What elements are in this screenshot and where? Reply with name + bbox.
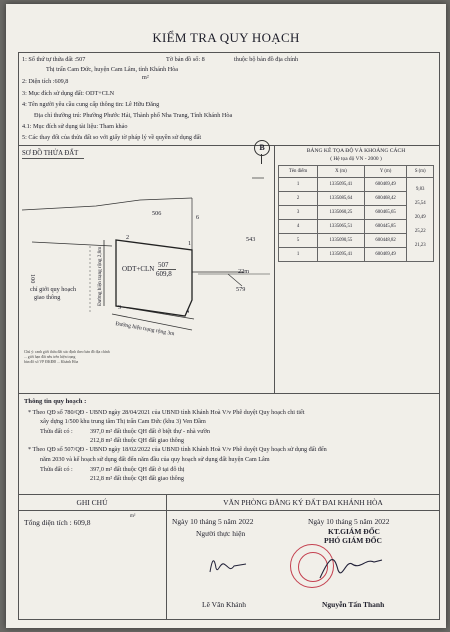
cell: 1335090,55	[318, 234, 365, 248]
cell: 1335060,25	[318, 206, 365, 220]
cell: 1335085,64	[318, 192, 365, 206]
col-header: Y (m)	[364, 166, 407, 178]
point-label: 3	[118, 304, 122, 311]
parcel-100: 100	[29, 274, 36, 284]
point-label: 2	[126, 234, 130, 241]
parcel-number: 1: Số thứ tự thửa đất :507	[22, 56, 86, 63]
distance: 25,22	[414, 229, 426, 234]
signature-left-icon	[206, 552, 250, 578]
area-unit: m²	[142, 74, 149, 81]
cell: 1	[279, 248, 318, 262]
cell: 3	[279, 206, 318, 220]
map-legend	[24, 350, 110, 365]
separator	[18, 145, 440, 146]
legend-line: Chú ý: ranh giới thửa đất xác định theo bản đồ địa chính	[24, 350, 110, 354]
legend-line: bản đồ số VP ĐKĐĐ ... Khánh Hòa	[24, 360, 79, 364]
neighbor-579: 579	[236, 286, 246, 293]
location: Thị trấn Cam Đức, huyện Cam Lâm, tỉnh Khánh Hòa	[46, 66, 179, 73]
date-right: Ngày 10 tháng 5 năm 2022	[308, 517, 390, 526]
road-bottom-label: Đường hiện trạng rộng 3m	[114, 321, 175, 338]
document-page	[6, 4, 446, 628]
planning-line: 397,0 m² đất thuộc QH đất ở tại đô thị	[90, 466, 185, 473]
separator	[18, 393, 440, 394]
north-arrow-icon: B	[254, 140, 270, 156]
planning-line: xây dựng 1/500 khu trung tâm Thị trấn Cam Đức (khu 3) Ven Đầm	[40, 418, 206, 425]
cell: 2	[279, 192, 318, 206]
width-label: 22m	[238, 268, 250, 275]
planning-line: 397,0 m² đất thuộc QH đất ở biệt thự - nhà vườn	[90, 428, 210, 435]
distance-cell	[407, 178, 434, 262]
cell: 1	[279, 178, 318, 192]
separator	[166, 494, 167, 620]
planning-header: Thông tin quy hoạch :	[24, 398, 87, 405]
parcel-boundary	[116, 240, 192, 316]
coords-subheader: ( Hệ tọa độ VN - 2000 )	[330, 156, 382, 162]
name-left: Lê Văn Khánh	[202, 600, 247, 609]
neighbor-boundary	[32, 242, 112, 246]
cell: 600465,65	[364, 206, 407, 220]
neighbor-506: 506	[152, 210, 162, 217]
planning-note: giao thông	[34, 294, 61, 301]
planning-line: 212,8 m² đất thuộc QH đất giao thông	[90, 475, 184, 482]
separator	[274, 145, 275, 393]
planning-line: * Theo QĐ số 780/QĐ - UBND ngày 28/04/2021 của UBND tỉnh Khánh Hoà V/v Phê duyệt Quy hoạch chi tiết	[28, 409, 305, 416]
road-vertical-label: Đường hiện trạng rộng 2,8m	[97, 246, 103, 306]
land-use: 3: Mục đích sử dụng đất: ODT+CLN	[22, 90, 115, 97]
cell: 5	[279, 234, 318, 248]
distance: 25,54	[414, 201, 426, 206]
cell: 1335095,41	[318, 248, 365, 262]
planning-line: Thửa đất có :	[40, 428, 73, 435]
map-sheet: Tờ bản đồ số: 8	[166, 56, 205, 63]
coords-head-row	[279, 166, 434, 178]
leader-line	[228, 274, 242, 286]
neighbor-boundary	[22, 198, 192, 210]
legend-line: ... giới hạn đất nêu trên hiện trạng	[24, 355, 76, 359]
map-set: thuộc bộ bản đồ địa chính	[234, 56, 299, 63]
signer-kt: KT.GIÁM ĐỐC	[328, 527, 380, 536]
point-label: 6	[196, 214, 200, 221]
cell: 600448,82	[364, 234, 407, 248]
neighbor-543: 543	[246, 236, 256, 243]
requester-address: Địa chỉ thường trú: Phường Phước Hải, Thành phố Nha Trang, Tỉnh Khánh Hòa	[34, 112, 233, 119]
planning-line: * Theo QĐ số 507/QĐ - UBND ngày 18/02/2022 của UBND tỉnh Khánh Hoà V/v Phê duyệt Quy hoạch sử dụng đất đến	[28, 446, 327, 453]
point-label: 4	[186, 308, 190, 315]
neighbor-boundary	[192, 198, 244, 272]
point-label: 1	[188, 240, 192, 247]
distance: 21,23	[414, 243, 426, 248]
requester: 4: Tên người yêu cầu cung cấp thông tin: Lê Hữu Đăng	[22, 101, 160, 108]
planning-line: Thửa đất có :	[40, 466, 73, 473]
signature-right-icon	[316, 550, 386, 586]
signer-title: PHÓ GIÁM ĐỐC	[324, 536, 382, 545]
cell: 1335065,51	[318, 220, 365, 234]
separator	[18, 494, 440, 495]
parcel-number-label: 507	[158, 261, 169, 269]
parcel-area-label: 609,8	[156, 270, 172, 278]
col-header: S (m)	[407, 166, 434, 178]
distance: 9,83	[416, 187, 425, 192]
document-title: KIỂM TRA QUY HOẠCH	[152, 30, 300, 45]
coords-header: BẢNG KÊ TỌA ĐỘ VÀ KHOẢNG CÁCH	[306, 148, 406, 154]
changes-line: 5: Các thay đổi của thửa đất so với giấy tờ pháp lý về quyền sử dụng đất	[22, 134, 202, 141]
doc-purpose: 4.1: Mục đích sử dụng tài liệu: Tham khảo	[22, 123, 128, 130]
cell: 600469,49	[364, 248, 407, 262]
cell: 1335095,41	[318, 178, 365, 192]
date-left: Ngày 10 tháng 5 năm 2022	[172, 517, 254, 526]
cell: 600468,42	[364, 192, 407, 206]
cell: 600445,85	[364, 220, 407, 234]
north-arrow-stem	[261, 154, 262, 164]
office-header: VĂN PHÒNG ĐĂNG KÝ ĐẤT ĐAI KHÁNH HÒA	[223, 498, 383, 507]
cell: 600469,49	[364, 178, 407, 192]
notes-header: GHI CHÚ	[76, 498, 108, 507]
total-area: Tổng diện tích : 609,8	[24, 518, 91, 527]
separator	[18, 510, 440, 511]
coords-table	[278, 165, 434, 262]
performer-title: Người thực hiện	[196, 529, 246, 538]
col-header: X (m)	[318, 166, 365, 178]
total-area-unit: m²	[130, 514, 136, 519]
area-line: 2: Diện tích :609,8	[22, 78, 69, 85]
parcel-label: ODT+CLN	[122, 265, 155, 273]
distance: 20,49	[414, 215, 426, 220]
col-header: Tên điểm	[279, 166, 318, 178]
planning-note: chỉ giới quy hoạch	[30, 286, 77, 293]
map-header: SƠ ĐỒ THỬA ĐẤT	[22, 150, 79, 157]
planning-line: 212,8 m² đất thuộc QH đất giao thông	[90, 437, 184, 444]
table-row	[279, 178, 434, 192]
name-right: Nguyễn Tấn Thanh	[322, 600, 385, 609]
planning-line: năm 2030 và kế hoạch sử dụng đất đến năm đầu của quy hoạch sử dụng đất huyện Cam Lâm	[40, 456, 270, 463]
cell: 4	[279, 220, 318, 234]
